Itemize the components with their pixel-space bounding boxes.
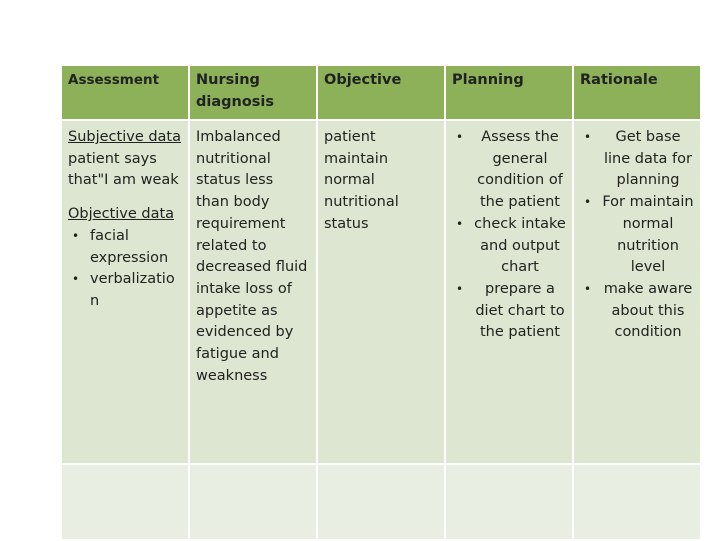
header-objective: Objective bbox=[318, 66, 444, 119]
objective-data-list bbox=[68, 226, 182, 313]
empty-cell bbox=[190, 465, 316, 539]
header-assessment: Assessment bbox=[62, 66, 188, 119]
header-planning: Planning bbox=[446, 66, 572, 119]
empty-cell bbox=[318, 465, 444, 539]
objective-cell: patient maintain normal nutritional status bbox=[318, 121, 444, 463]
list-item: • verbalizatio n bbox=[68, 269, 182, 312]
subjective-line: patient says bbox=[68, 150, 157, 167]
list-item: • Assess the general condition of the patient bbox=[452, 127, 566, 214]
list-item: • check intake and output chart bbox=[452, 214, 566, 279]
content-row bbox=[62, 121, 700, 463]
list-item: • For maintain normal nutrition level bbox=[580, 192, 694, 279]
subjective-data-title: Subjective data bbox=[68, 129, 182, 145]
list-item: • Get base line data for planning bbox=[580, 127, 694, 192]
header-rationale: Rationale bbox=[574, 66, 700, 119]
header-nursing-diagnosis: Nursing diagnosis bbox=[190, 66, 316, 119]
list-item: • prepare a diet chart to the patient bbox=[452, 279, 566, 344]
header-row bbox=[62, 66, 700, 119]
empty-cell bbox=[446, 465, 572, 539]
empty-cell bbox=[62, 465, 188, 539]
objective-data-title: Objective data bbox=[68, 206, 175, 223]
subjective-line: that"I am weak bbox=[68, 172, 179, 189]
empty-row bbox=[62, 465, 700, 539]
nursing-care-plan-table bbox=[60, 64, 702, 541]
rationale-list bbox=[580, 127, 694, 344]
list-item: • make aware about this condition bbox=[580, 279, 694, 344]
diagnosis-cell: Imbalanced nutritional status less than body requirement related to decreased fluid intake loss of appetite as evidenced by fatigue and weakness bbox=[190, 121, 316, 463]
list-item: • facial expression bbox=[68, 226, 182, 269]
rationale-cell bbox=[574, 121, 700, 463]
planning-list bbox=[452, 127, 566, 344]
empty-cell bbox=[574, 465, 700, 539]
planning-cell bbox=[446, 121, 572, 463]
assessment-cell bbox=[62, 121, 188, 463]
